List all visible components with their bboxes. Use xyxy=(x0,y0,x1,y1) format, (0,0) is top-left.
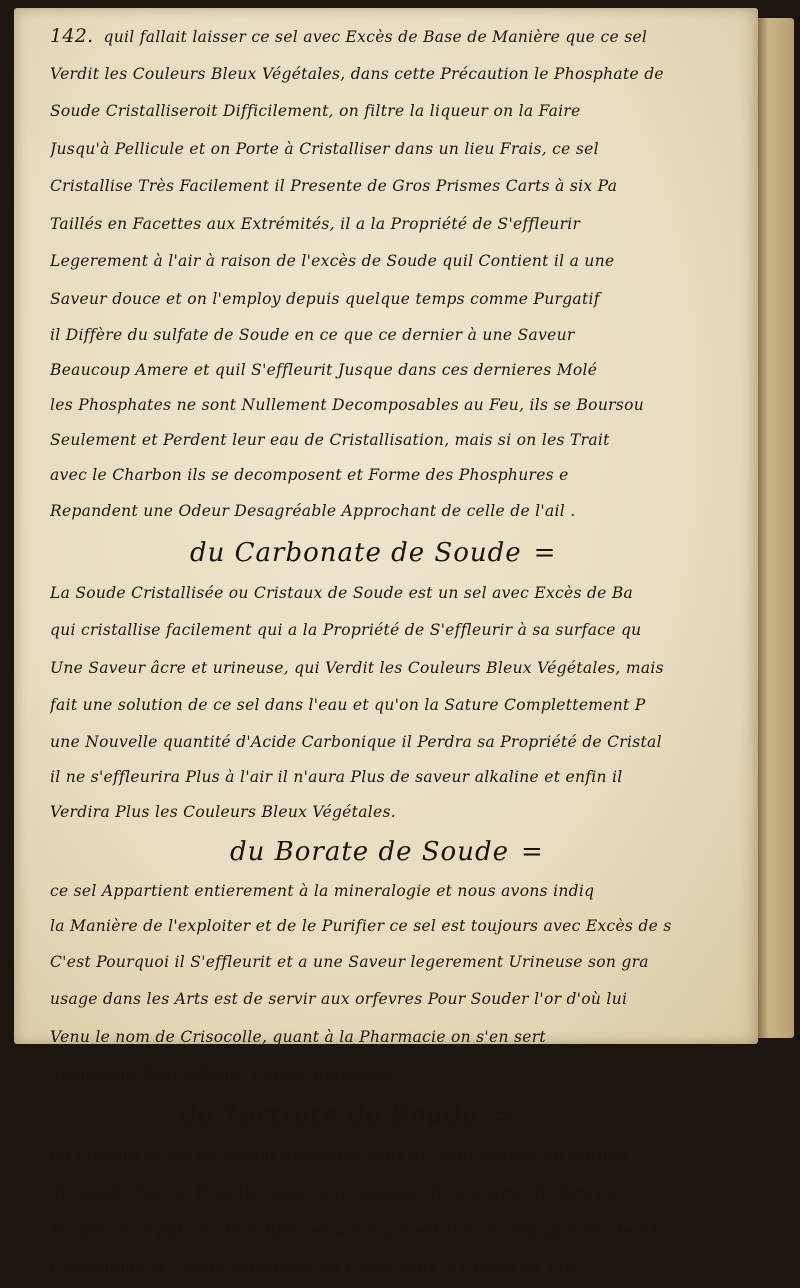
text-line: une Nouvelle quantité d'Acide Carbonique il Perdra sa Propriété de Cristal xyxy=(50,732,662,751)
text-line: Carbonique et l'acide Tartarique en Excès dans la Crème de Tart xyxy=(50,1259,579,1277)
text-line: ce sel Appartient entierement à la mineralogie et nous avons indiq xyxy=(50,881,595,900)
text-line: Soude Cristalliseroit Difficilement, on filtre la liqueur on la Faire xyxy=(50,102,581,120)
text-line: Seulement Pour Obtenir l'Acide Boracique. xyxy=(50,1065,402,1083)
text-line: usage dans les Arts est de servir aux orfevres Pour Souder l'or d'où lui xyxy=(50,990,628,1008)
section-heading-tartrate: de Tartrate de Soude = xyxy=(180,1100,514,1131)
text-line: Beaucoup Amere et quil S'effleurit Jusque dans ces dernieres Molé xyxy=(50,361,598,379)
text-line: il ne s'effleurira Plus à l'air il n'aura Plus de saveur alkaline et enfin il xyxy=(50,767,623,786)
text-line: Poudre, il se fait une Vive Effervessence qui est Dûe au degagement de l'Ac xyxy=(50,1221,669,1240)
text-line: les Phosphates ne sont Nullement Decomposables au Feu, ils se Boursou xyxy=(50,396,644,414)
text-line: C'est Pourquoi il S'effleurit et a une Saveur legerement Urineuse son gra xyxy=(50,952,649,971)
text-line: Verdit les Couleurs Bleux Végétales, dans cette Précaution le Phosphate de xyxy=(50,64,664,83)
text-line: on Prepare ce sel en Fesant dissoudre dans de l'eau chaude du Carbon xyxy=(50,1146,629,1165)
text-line: qui cristallise facilement qui a la Propriété de S'effleurir à sa surface qu xyxy=(50,621,642,639)
text-line: la Manière de l'exploiter et de le Purifier ce sel est toujours avec Excès de s xyxy=(50,916,672,935)
text-line: Repandent une Odeur Desagréable Approchant de celle de l'ail . xyxy=(50,502,576,520)
section-heading-carbonate: du Carbonate de Soude = xyxy=(190,537,557,568)
text-line: Saveur douce et on l'employ depuis quelque temps comme Purgatif xyxy=(50,289,600,308)
text-line: fait une solution de ce sel dans l'eau et qu'on la Sature Complettement P xyxy=(50,696,646,714)
section-heading-borate: du Borate de Soude = xyxy=(230,836,544,867)
text-line: Une Saveur âcre et urineuse, qui Verdit les Couleurs Bleux Végétales, mais xyxy=(50,658,664,677)
text-line: Legerement à l'air à raison de l'excès de Soude quil Contient il a une xyxy=(50,252,615,270)
text-line: Cristallise Très Facilement il Presente de Gros Prismes Carts à six Pa xyxy=(50,177,618,195)
text-line: 142. quil fallait laisser ce sel avec Excès de Base de Manière que ce sel xyxy=(50,25,648,47)
text-line: avec le Charbon ils se decomposent et Forme des Phosphures e xyxy=(50,466,569,484)
text-line: il Diffère du sulfate de Soude en ce que ce dernier à une Saveur xyxy=(50,326,575,344)
text-line: Verdira Plus les Couleurs Bleux Végétales. xyxy=(50,802,396,821)
page-number: 142. xyxy=(50,25,94,47)
text-line: de Soude Puis on Projette dans cette solution de la Crème de Tartre e xyxy=(50,1184,621,1202)
text-line: Jusqu'à Pellicule et on Porte à Cristalliser dans un lieu Frais, ce sel xyxy=(50,139,599,158)
text-line: Venu le nom de Crisocolle, quant à la Pharmacie on s'en sert xyxy=(50,1027,546,1046)
text-line: Seulement et Perdent leur eau de Cristallisation, mais si on les Trait xyxy=(50,431,610,449)
manuscript-text xyxy=(50,18,756,1288)
text-line: Taillés en Facettes aux Extrémités, il a la Propriété de S'effleurir xyxy=(50,214,581,233)
text-line: La Soude Cristallisée ou Cristaux de Soude est un sel avec Excès de Ba xyxy=(50,583,634,602)
page-edge xyxy=(758,18,794,1038)
